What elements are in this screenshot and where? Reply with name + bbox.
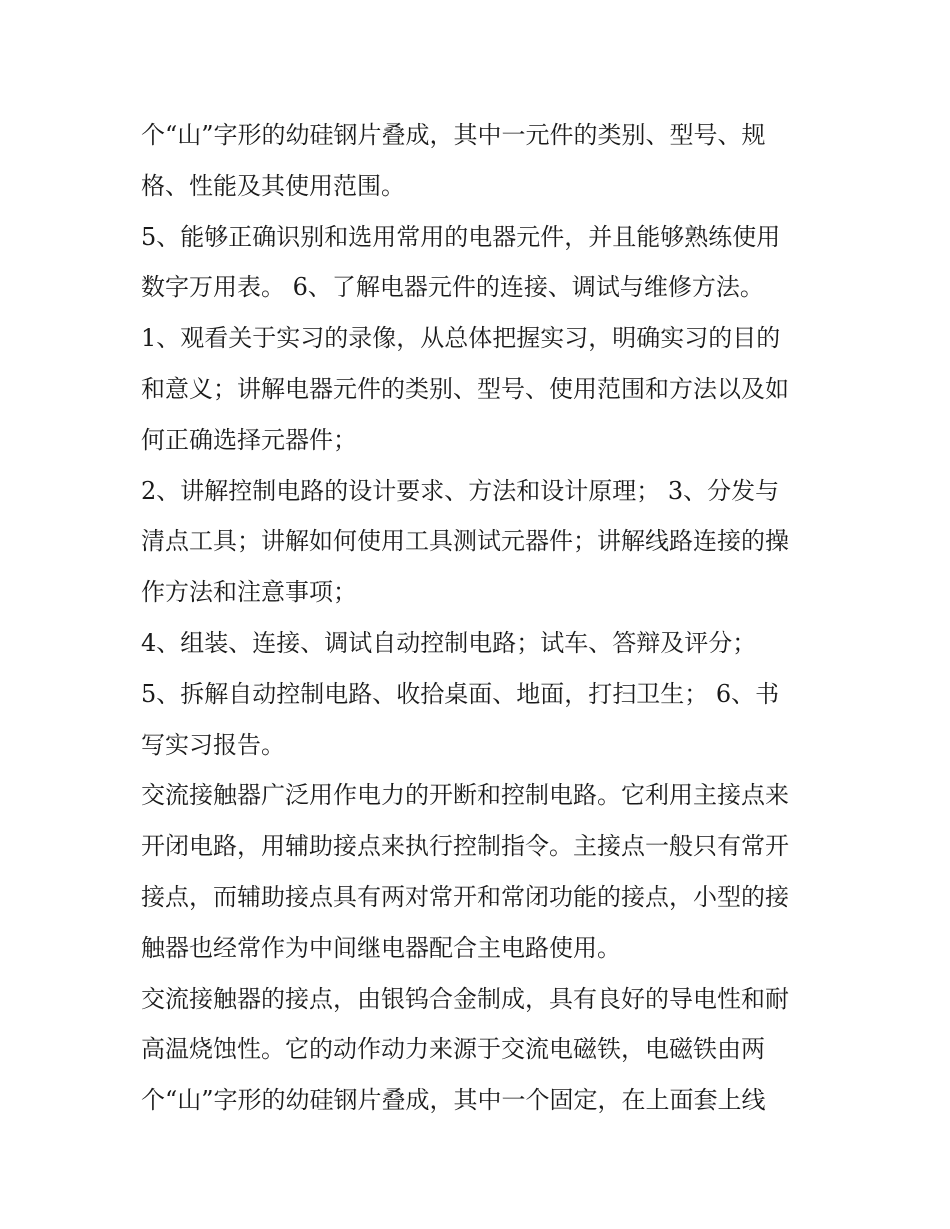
text-line: 交流接触器的接点，由银钨合金制成，具有良好的导电性和耐 <box>141 984 789 1013</box>
text-line: 清点工具；讲解如何使用工具测试元器件；讲解线路连接的操 <box>141 527 789 556</box>
text-line: 何正确选择元器件； <box>141 425 357 454</box>
text-line: 交流接触器广泛用作电力的开断和控制电路。它利用主接点来 <box>141 781 789 810</box>
text-line: 格、性能及其使用范围。 <box>141 171 405 200</box>
text-line: 1、观看关于实习的录像，从总体把握实习，明确实习的目的 <box>141 324 781 353</box>
text-line: 2、讲解控制电路的设计要求、方法和设计原理； 3、分发与 <box>141 476 780 505</box>
text-line: 数字万用表。 6、了解电器元件的连接、调试与维修方法。 <box>141 273 764 302</box>
text-line: 个“山”字形的幼硅钢片叠成，其中一个固定，在上面套上线 <box>141 1086 766 1115</box>
text-line: 5、能够正确识别和选用常用的电器元件，并且能够熟练使用 <box>141 222 781 251</box>
text-line: 个“山”字形的幼硅钢片叠成，其中一元件的类别、型号、规 <box>141 121 766 149</box>
text-line: 5、拆解自动控制电路、收拾桌面、地面，打扫卫生； 6、书 <box>141 679 780 708</box>
document-body <box>141 110 821 1126</box>
text-line: 高温烧蚀性。它的动作动力来源于交流电磁铁，电磁铁由两 <box>141 1035 765 1064</box>
text-line: 触器也经常作为中间继电器配合主电路使用。 <box>141 933 621 962</box>
text-line: 4、组装、连接、调试自动控制电路；试车、答辩及评分； <box>141 628 757 657</box>
text-line: 写实习报告。 <box>141 730 285 759</box>
text-line: 开闭电路，用辅助接点来执行控制指令。主接点一般只有常开 <box>141 832 789 861</box>
text-line: 和意义；讲解电器元件的类别、型号、使用范围和方法以及如 <box>141 374 789 403</box>
text-line: 接点，而辅助接点具有两对常开和常闭功能的接点，小型的接 <box>141 882 789 911</box>
text-line: 作方法和注意事项； <box>141 578 357 607</box>
